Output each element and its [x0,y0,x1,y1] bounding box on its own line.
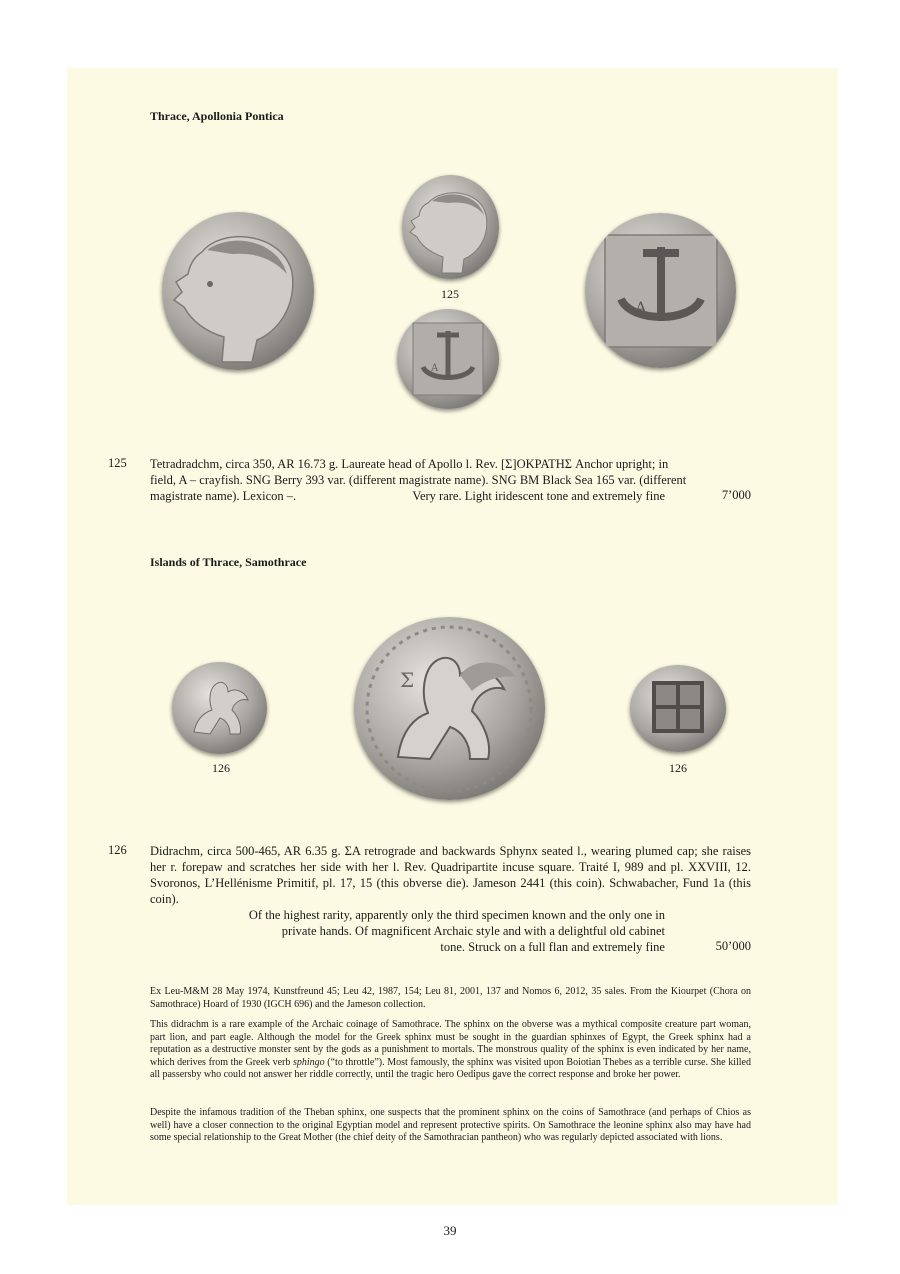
lot-125-line-1 [150,456,751,472]
lot-125-line-1-text: Tetradradchm, circa 350, AR 16.73 g. Laureate head of Apollo l. Rev. [Σ]ΟΚΡΑΤΗΣ Anchor upright; in [150,457,669,471]
coin-125-obverse-enlarged [162,212,314,370]
incuse-square-image [630,665,726,752]
section-heading-samothrace: Islands of Thrace, Samothrace [150,555,307,569]
page-number: 39 [443,1223,457,1238]
anchor-image [585,213,736,368]
lot-125-grade: Very rare. Light iridescent tone and extremely fine [412,489,665,503]
sphinx-small-image [172,662,267,754]
apollo-head-image [162,212,314,370]
svg-text:A: A [635,298,647,317]
lot-number-126: 126 [108,843,127,857]
coin-126-reverse [630,665,726,752]
lot-126-grade-line-1: Of the highest rarity, apparently only the third specimen known and the only one in [248,908,665,922]
lot-125-price: 7’000 [721,488,751,502]
lot-126-grade-line-3: tone. Struck on a full flan and extremely fine [440,940,665,954]
coin-126-obverse [172,662,267,754]
lot-126-provenance: Ex Leu-M&M 28 May 1974, Kunstfreund 45; Leu 42, 1987, 154; Leu 81, 2001, 137 and Nomos 6, 2012, 35 sales. From the Kiourpet (Chora on Samothrace) Hoard of 1930 (IGCH 696) and the Jameson collection. [150,986,751,1010]
lot-126-grade-line-2: private hands. Of magnificent Archaic style and with a delightful old cabinet [281,924,665,938]
lot-126-note-1-text-b: (“to throttle”). Most famously, the sphinx was visited upon Boiotian Thebes as a terrible curse. She killed all passersby who could not answer her riddle correctly, until the tragic hero Oedipus gave the correct response and broke her power. [150,1056,751,1080]
svg-text:A: A [431,363,439,374]
lot-number-125: 125 [108,456,127,470]
lot-125-line-2-text: field, A – crayfish. SNG Berry 393 var. (different magistrate name). SNG BM Black Sea 165 var. (different [150,473,687,487]
apollo-head-small-image [402,175,499,279]
lot-126-note-1-italic: sphingo [292,1056,325,1068]
lot-125-line-3-text: magistrate name). Lexicon –. [150,489,297,503]
coin-label-126-left: 126 [212,761,230,775]
lot-126-note-2: Despite the infamous tradition of the Theban sphinx, one suspects that the prominent sphinx on the coins of Samothrace (and perhaps of Chios as well) have a closer connection to the original Egyptian model and represent protective spirits. On Samothrace the leonine sphinx also may have had some special relationship to the Great Mother (the chief deity of the Samothracian pantheon) who was regularly depicted associated with lions. [150,1107,751,1143]
anchor-small-image [397,309,499,409]
coin-125-reverse [397,309,499,409]
lot-125-line-2 [150,472,751,488]
coin-label-125: 125 [441,287,459,301]
coin-125-obverse [402,175,499,279]
lot-126-description: Didrachm, circa 500-465, AR 6.35 g. ΣA retrograde and backwards Sphynx seated l., wearing plumed cap; she raises her r. forepaw and scratches her side with her l. Rev. Quadripartite incuse square. Traité I, 989 and pl. XXVIII, 12. Svoronos, L’Hellénisme Primitif, pl. 17, 15 (this obverse die). Jameson 2441 (this coin). Schwabacher, Fund 1a (this coin). [150,844,751,906]
lot-126-grade [180,907,665,955]
section-heading-apollonia: Thrace, Apollonia Pontica [150,109,284,123]
lot-126-note-1-text-a: This didrachm is a rare example of the Archaic coinage of Samothrace. The sphinx on the obverse was a mythical composite creature part woman, part lion, and part eagle. Although the model for the Greek sphinx must be sought in the guardian sphinxes of Egypt, the Greek sphinx had a reputation as a destructive monster sent by the gods as a punishment to mortals. The monstrous quality of the sphinx is even indicated by her name, which derives from the Greek verb [150,1019,751,1068]
lot-126-price: 50’000 [715,939,751,953]
sphinx-image [354,617,545,800]
lot-126-note-1 [150,1019,751,1082]
svg-text:Σ: Σ [400,668,415,692]
coin-126-obverse-enlarged [354,617,545,800]
coin-125-reverse-enlarged [585,213,736,368]
coin-label-126-right: 126 [669,761,687,775]
